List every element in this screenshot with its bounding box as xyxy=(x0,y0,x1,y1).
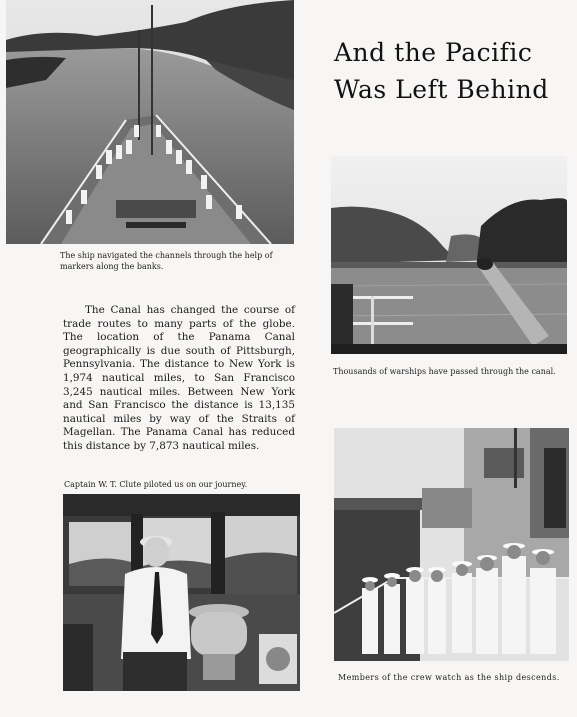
caption-captain: Captain W. T. Clute piloted us on our journey. xyxy=(64,480,248,489)
caption-ship-channel: The ship navigated the channels through the help of markers along the banks. xyxy=(60,251,273,271)
caption-warships: Thousands of warships have passed through the canal. xyxy=(333,367,556,376)
photo-ship-channel xyxy=(6,0,294,244)
article-body: The Canal has changed the course of trade routes to many parts of the globe. The location of the Panama Canal geographically is due south of Pittsburgh, Pennsylvania. The distance to New York is 1,974 nautical miles, to San Francisco 3,245 nautical miles. Between New York and San Francisco the distance is 13,135 nautical miles by way of the Straits of Magellan. The Panama Canal has reduced this distance by 7,873 nautical miles. xyxy=(63,304,295,452)
page-title-line1: And the Pacific xyxy=(334,38,533,67)
photo-crew xyxy=(334,428,569,661)
page-title-line2: Was Left Behind xyxy=(334,75,549,104)
photo-warships-canal xyxy=(331,156,567,354)
photo-captain xyxy=(63,494,300,691)
page-title xyxy=(334,34,574,108)
caption-crew: Members of the crew watch as the ship descends. xyxy=(338,673,560,682)
